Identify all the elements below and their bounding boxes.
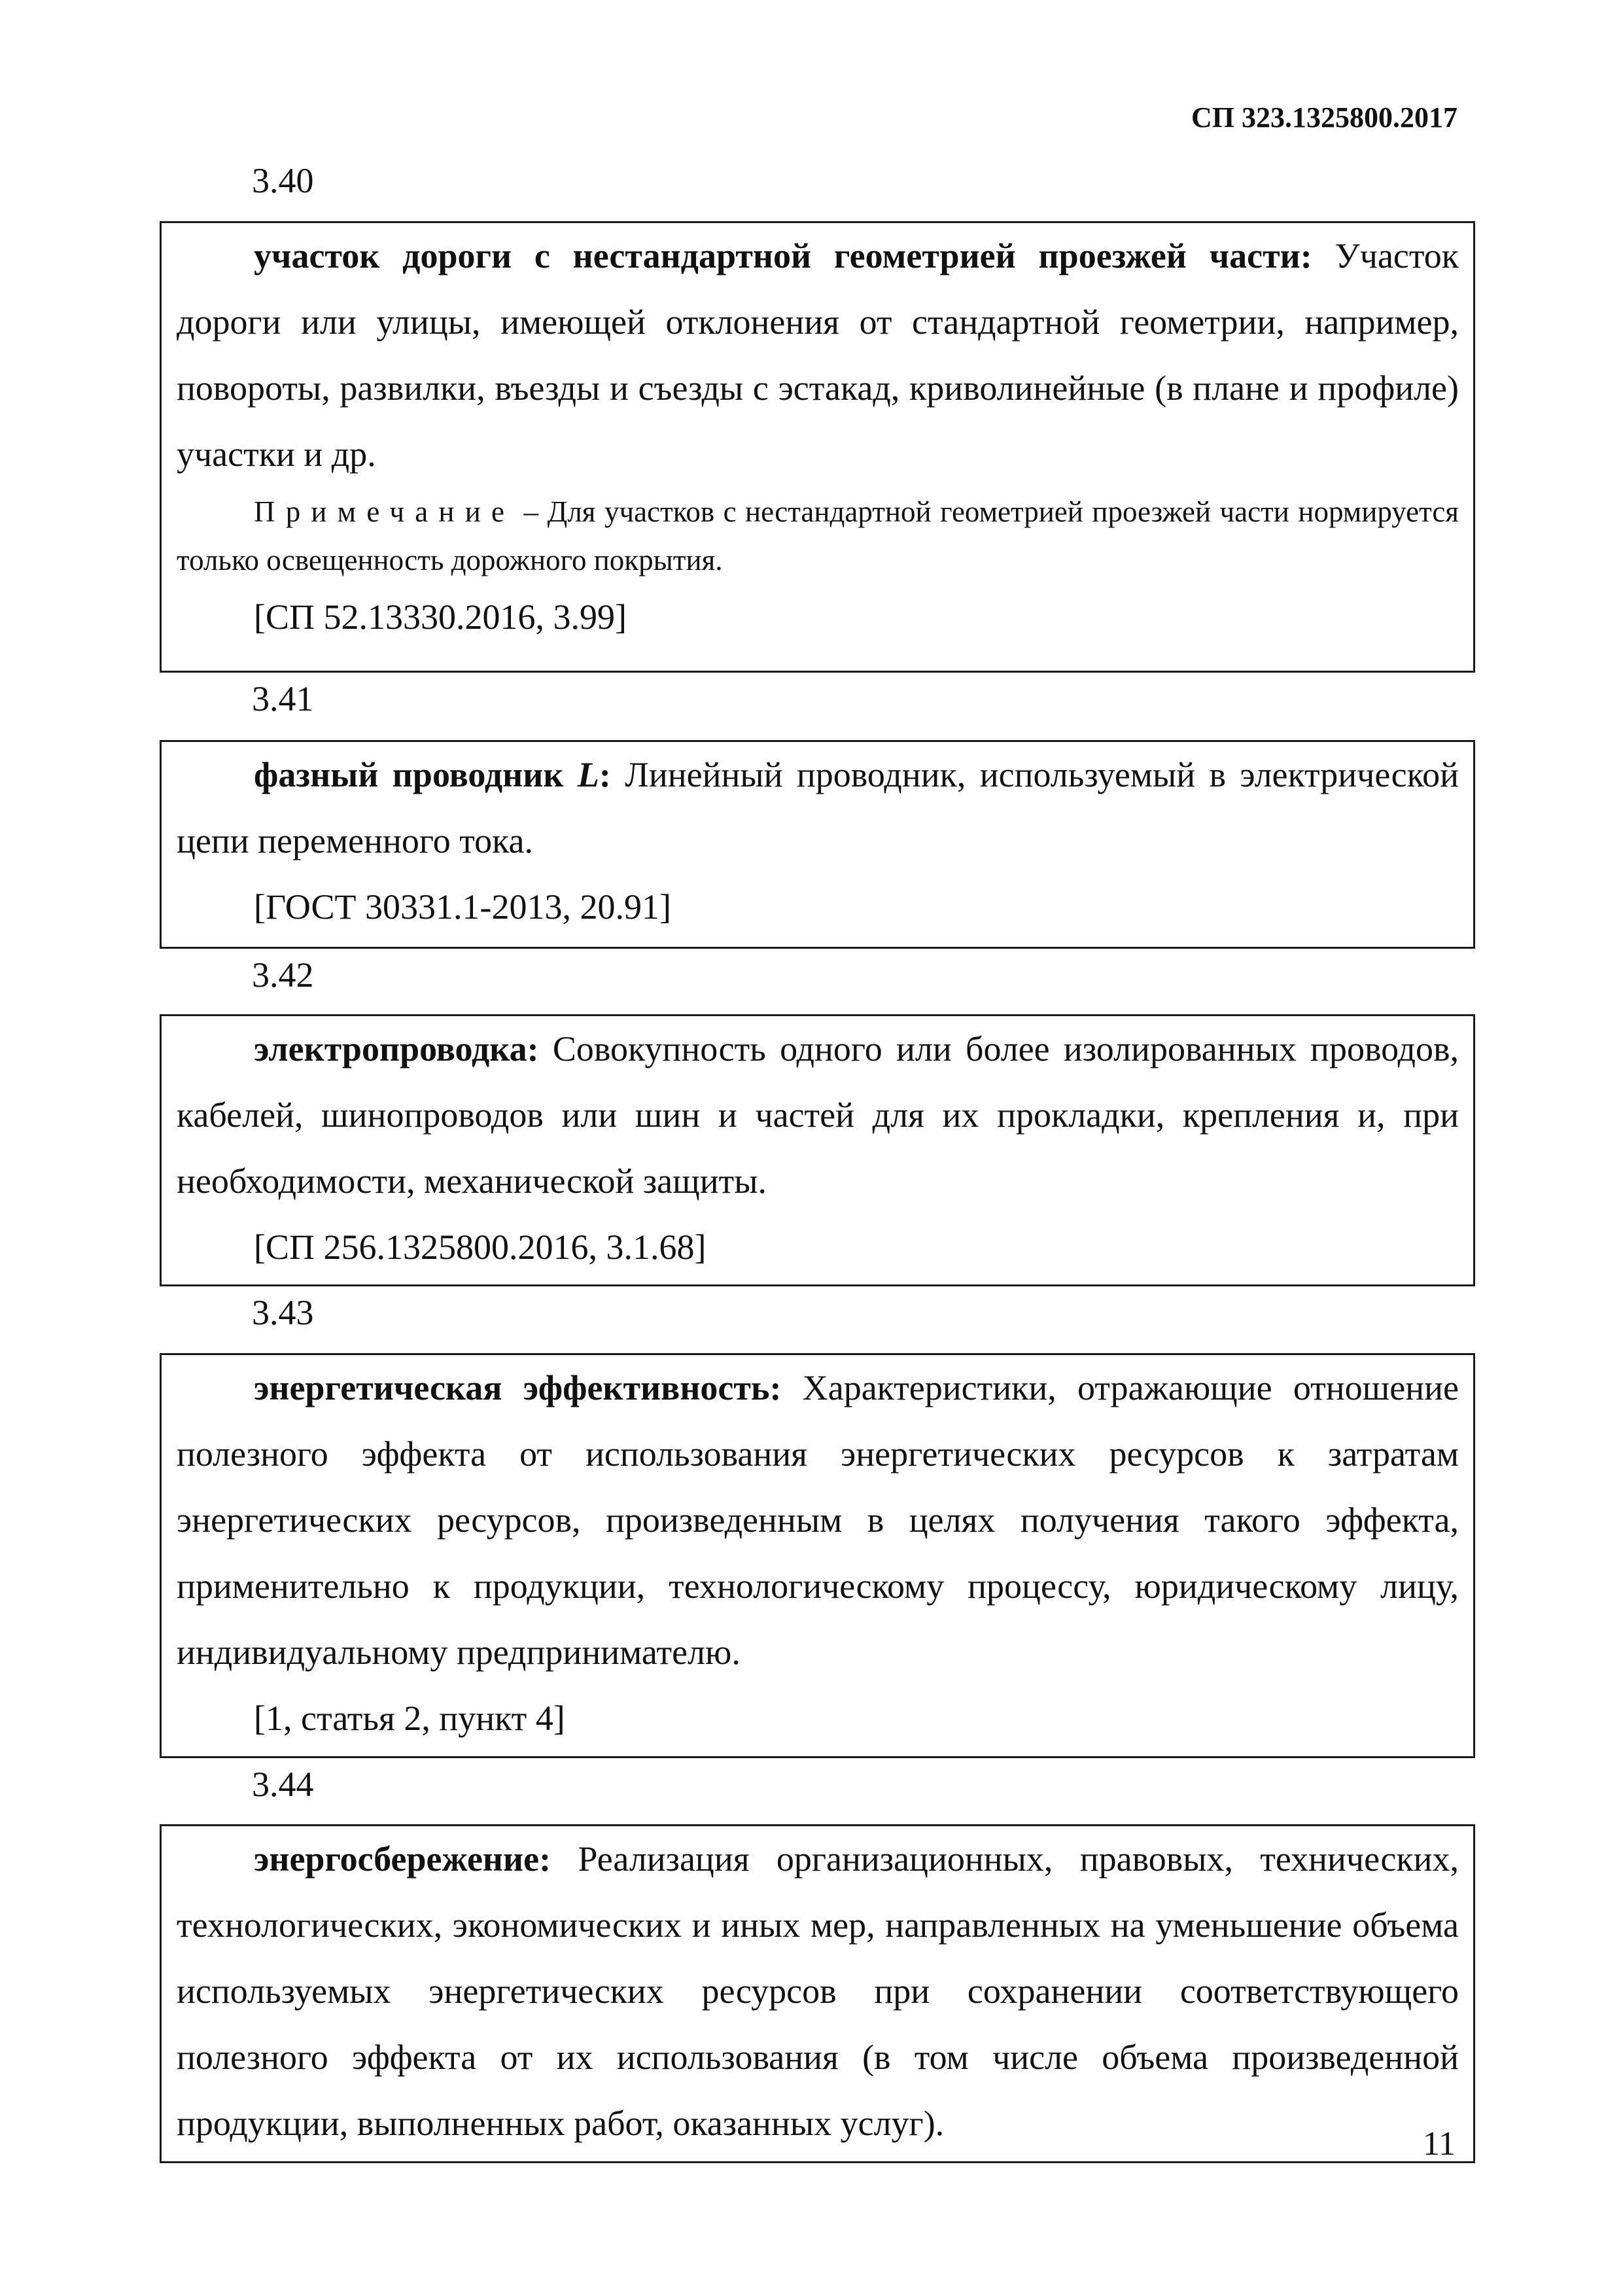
definition-text: Линейный проводник, используемый в электрической цепи переменного тока. <box>177 755 1459 860</box>
definition-text: Участок дороги или улицы, имеющей отклонения от стандартной геометрии, например, повороты, развилки, въезды и съезды с эстакад, криволинейные (в плане и профиле) участки и др. <box>177 236 1459 474</box>
definition-box-3-43 <box>160 1353 1475 1758</box>
document-code: СП 323.1325800.2017 <box>1191 101 1457 133</box>
term-colon: : <box>599 755 611 794</box>
section-number-3-40: 3.40 <box>252 161 314 200</box>
note-label: Примечание <box>254 495 515 528</box>
term: энергетическая эффективность: <box>254 1368 782 1407</box>
definition-paragraph <box>177 1355 1459 1686</box>
section-number-3-42: 3.42 <box>252 955 314 995</box>
section-number-3-41: 3.41 <box>252 679 314 718</box>
definition-paragraph <box>177 223 1459 487</box>
note <box>177 487 1459 584</box>
page-number: 11 <box>1422 2125 1456 2163</box>
definition-box-3-44 <box>160 1824 1475 2163</box>
definition-text: Совокупность одного или более изолированных проводов, кабелей, шинопроводов или шин и частей для их прокладки, крепления и, при необходимости, механической защиты. <box>177 1029 1459 1201</box>
source-reference: [СП 52.13330.2016, 3.99] <box>254 597 627 637</box>
term: электропроводка: <box>254 1029 539 1069</box>
definition-box-3-41 <box>160 740 1475 949</box>
term: энергосбережение: <box>254 1839 551 1879</box>
note-text: – Для участков с нестандартной геометрией проезжей части нормируется только освещенность дорожного покрытия. <box>177 495 1459 576</box>
definition-box-3-40 <box>160 221 1475 673</box>
definition-paragraph <box>177 1826 1459 2157</box>
definition-paragraph <box>177 1016 1459 1214</box>
source-reference: [1, статья 2, пункт 4] <box>254 1699 565 1738</box>
term: участок дороги с нестандартной геометрией проезжей части: <box>254 236 1312 275</box>
section-number-3-44: 3.44 <box>252 1765 314 1804</box>
definition-box-3-42 <box>160 1014 1475 1286</box>
term: фазный проводник <box>254 755 578 794</box>
source-reference: [СП 256.1325800.2016, 3.1.68] <box>254 1227 707 1267</box>
definition-paragraph <box>177 742 1459 874</box>
term-symbol: L <box>577 755 599 794</box>
definition-text: Реализация организационных, правовых, технических, технологических, экономических и иных мер, направленных на уменьшение объема используемых энергетических ресурсов при сохранении соответствующего полезного эффекта от их использования (в том числе объема произведенной продукции, выполненных работ, оказанных услуг). <box>177 1839 1459 2143</box>
section-number-3-43: 3.43 <box>252 1293 314 1332</box>
definition-text: Характеристики, отражающие отношение полезного эффекта от использования энергетических ресурсов к затратам энергетических ресурсов, произведенным в целях получения такого эффекта, применительно к продукции, технологическому процессу, юридическому лицу, индивидуальному предпринимателю. <box>177 1368 1459 1672</box>
source-reference: [ГОСТ 30331.1-2013, 20.91] <box>254 887 671 927</box>
